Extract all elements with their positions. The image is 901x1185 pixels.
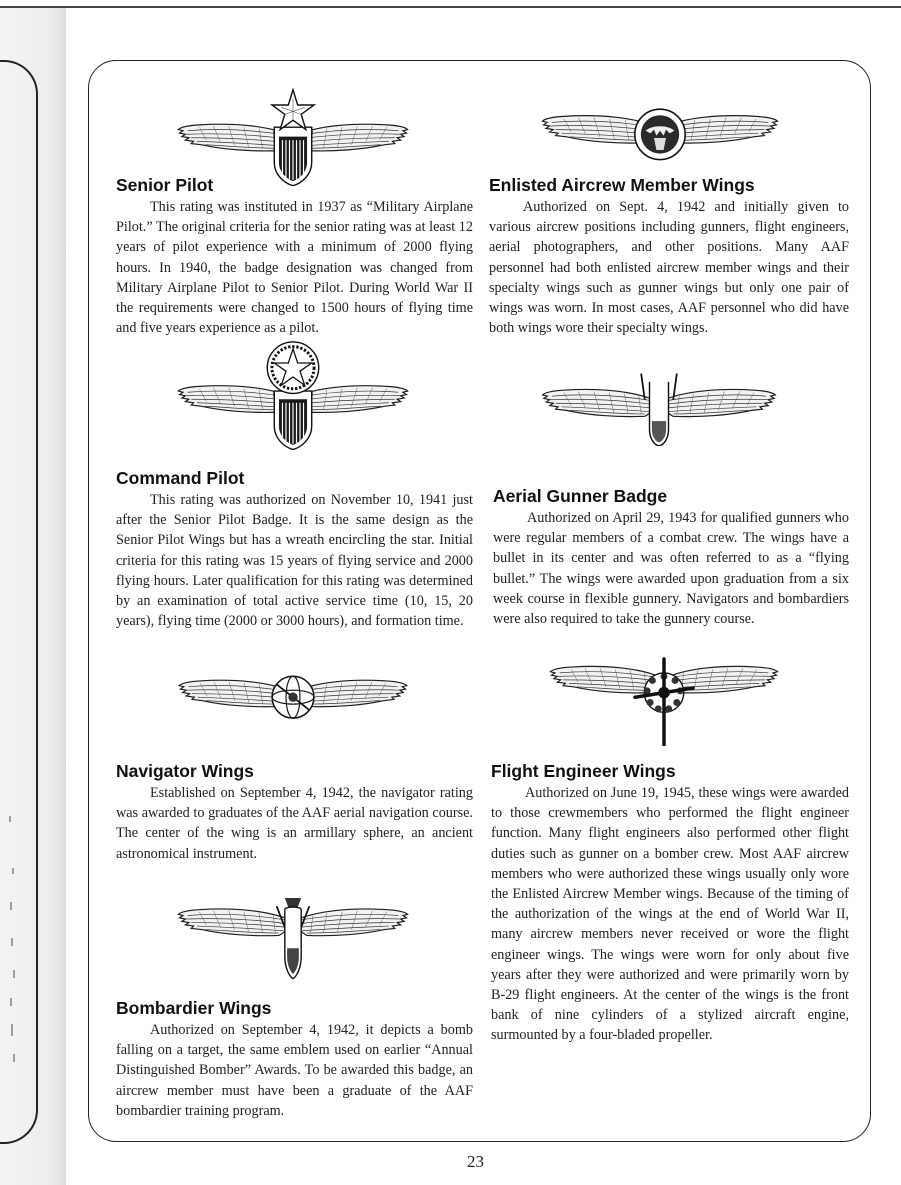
aerial-gunner-text: Authorized on April 29, 1943 for qualified gunners who were regular members of a combat crew. The wings have a bullet in its center and was often referred to as a “flying bullet.” The wings were awarded upon graduation from a six week course in flexible gunnery. Navigators and bombardiers were also required to take the gunnery course.	[493, 510, 849, 628]
bombardier-wings-icon	[176, 892, 410, 980]
enlisted-aircrew-wings-icon	[538, 96, 782, 168]
command-pilot-wings-icon	[176, 338, 410, 450]
bombardier-heading: Bombardier Wings	[116, 998, 272, 1018]
command-pilot-heading: Command Pilot	[116, 468, 245, 488]
flight-engineer-text: Authorized on June 19, 1945, these wings were awarded to those crewmembers who performed the flight engineer function. Many flight engineers also performed other flight duties such as gunner on a bomber crew. Most AAF aircrew members who were authorized these wings usually only wore the Enlisted Aircrew Member wings. Because of the timing of the authorization of the wings at the end of World War II, many aircrew members never received or wore the flight engineer wings. The wings were worn for only about five years after they were authorized and were primarily worn by B-29 flight engineers. At the center of the wings is the front bank of nine cylinders of a stylized aircraft engine, surmounted by a four-bladed propeller.	[491, 785, 849, 1044]
command-pilot-text: This rating was authorized on November 10, 1941 just after the Senior Pilot Badge. It is the same design as the Senior Pilot Wings but has a wreath encircling the star. Initial criteria for this rating was 15 years of flying service and 2000 flying hours. Later qualification for this rating was determined by an examination of total active service time (10, 15, 20 years), flying time (2000 or 3000 hours), and formation time.	[116, 492, 473, 630]
senior-pilot-text: This rating was instituted in 1937 as “Military Airplane Pilot.” The original criteria for the senior rating was at least 12 years of pilot experience with a minimum of 2000 flying hours. In 1940, the badge designation was changed from Military Airplane Pilot to Senior Pilot. During World War II the requirements were changed to 1500 hours of flying time and five years experience as a pilot.	[116, 199, 473, 337]
flight-engineer-wings-icon	[548, 652, 780, 746]
flight-engineer-heading: Flight Engineer Wings	[491, 761, 676, 781]
navigator-wings-icon	[176, 660, 410, 732]
aerial-gunner-heading: Aerial Gunner Badge	[493, 486, 668, 506]
scan-specks	[6, 810, 20, 1110]
bombardier-text: Authorized on September 4, 1942, it depicts a bomb falling on a target, the same emblem used on earlier “Annual Distinguished Bomber” Awards. To be awarded this badge, an aircrew member must have been a graduate of the AAF bombardier training program.	[116, 1022, 473, 1119]
navigator-text: Established on September 4, 1942, the navigator rating was awarded to graduates of the AAF aerial navigation course. The center of the wing is an armillary sphere, an ancient astronomical instrument.	[116, 785, 473, 862]
aerial-gunner-wings-icon	[540, 370, 778, 446]
enlisted-aircrew-text: Authorized on Sept. 4, 1942 and initially given to various aircrew positions including gunners, flight engineers, aerial photographers, and other positions. Many AAF personnel had both enlisted aircrew member wings and their specialty wings such as gunner wings but only one pair of wings was worn. In most cases, AAF personnel who did have both wings wore their specialty wings.	[489, 199, 849, 337]
navigator-heading: Navigator Wings	[116, 761, 254, 781]
top-rule	[0, 6, 901, 8]
senior-pilot-wings-icon	[176, 86, 410, 186]
enlisted-aircrew-heading: Enlisted Aircrew Member Wings	[489, 175, 755, 195]
page-number: 23	[467, 1152, 484, 1171]
senior-pilot-heading: Senior Pilot	[116, 175, 214, 195]
